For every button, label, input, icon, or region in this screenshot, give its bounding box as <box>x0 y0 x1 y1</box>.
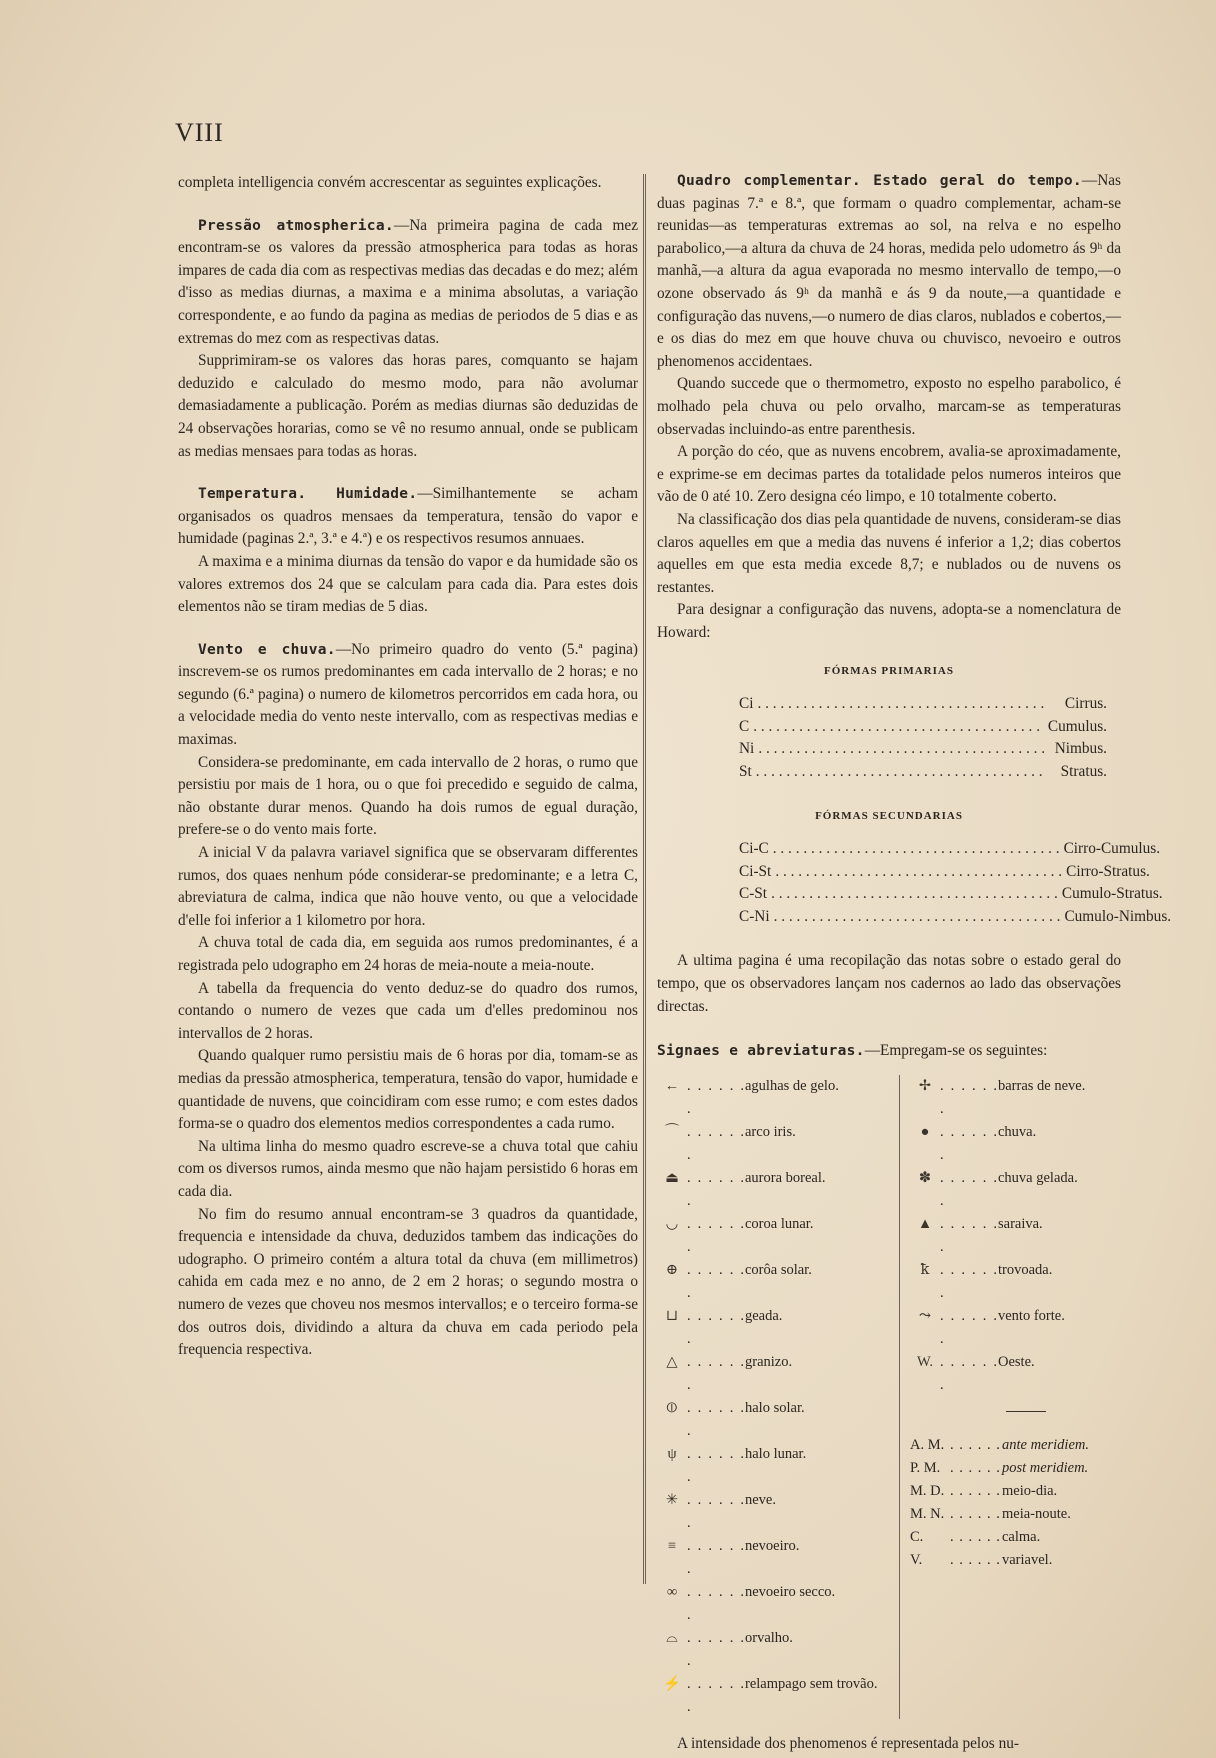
sign-row <box>910 1075 1121 1121</box>
leader-dots: . . . . . . . <box>687 1675 745 1715</box>
sign-row <box>657 1581 893 1627</box>
cloud-abbr: St <box>739 762 752 780</box>
paragraph-gap <box>178 619 638 639</box>
paragraph <box>178 752 638 842</box>
sign-row <box>657 1121 893 1167</box>
paragraph <box>657 441 1121 509</box>
cloud-name: Cirrus. <box>1064 695 1107 713</box>
abbreviation-row <box>910 1457 1121 1480</box>
paragraph-text: No fim do resumo annual encontram-se 3 quadros da quantidade, frequencia e intensidade da chuva, deduzidos tambem das indicações do udographo. O primeiro contém a altura total da chuva (em millimetros) cahida em cada mez e no anno, de 2 em 2 horas; o segundo mostra o numero de vezes que choveu nos mesmos intervallos; e o terceiro forma-se dos outros dois, dividindo a altura da chuva em cada periodo pela frequencia respectiva. <box>178 1205 638 1359</box>
final-paragraph: A intensidade dos phenomenos é representada pelos nu- <box>677 1734 1019 1752</box>
sign-name: nevoeiro. <box>745 1537 800 1554</box>
sign-row <box>657 1351 893 1397</box>
abbreviation-value: ante meridiem. <box>1002 1436 1089 1453</box>
cloud-name: Cirro-Cumulus. <box>1063 840 1161 858</box>
cloud-row <box>739 861 1150 884</box>
leader-dots: . . . . . . . <box>687 1491 745 1531</box>
leader-dots: . . . . . . . . . . . . . . . . . . . . . . . . . . . . . . . . . . . . . . <box>755 762 1043 780</box>
leader-dots: . . . . . . . <box>687 1169 745 1209</box>
paragraph <box>178 1136 638 1204</box>
leader-dots: . . . . . . <box>950 1505 1001 1522</box>
cloud-abbr: C-St <box>739 885 768 903</box>
weather-symbol-icon: ⌓ <box>666 1629 678 1646</box>
paragraph-text: —Na primeira pagina de cada mez encontram-se os valores da pressão atmospherica para todas as horas impares de cada dia com as respectivas medias das decadas e do mez; além d'isso as medias diurnas, a maxima e a minima absolutas, a variação correspondente, e ao fundo da pagina as medias de periodos de 5 dias e as extremas do mez com as respectivas datas. <box>178 216 638 347</box>
leader-dots: . . . . . . . <box>687 1583 745 1623</box>
leader-dots: . . . . . . . <box>687 1629 745 1669</box>
leader-dots: . . . . . . . <box>687 1077 745 1117</box>
weather-symbol-icon: W. <box>917 1353 933 1370</box>
leader-dots: . . . . . . . . . . . . . . . . . . . . . . . . . . . . . . . . . . . . . . <box>758 740 1046 758</box>
sign-row <box>657 1075 893 1121</box>
formas-primarias-table <box>739 693 1107 783</box>
sign-row <box>910 1167 1121 1213</box>
weather-symbol-icon: ● <box>920 1123 930 1140</box>
sign-name: nevoeiro secco. <box>745 1583 836 1600</box>
paragraph <box>178 842 638 932</box>
leader-dots: . . . . . . . <box>687 1353 745 1393</box>
weather-symbol-icon: ⦶ <box>666 1399 678 1416</box>
abbreviation-key: M. N. <box>910 1505 945 1522</box>
sign-name: vento forte. <box>998 1307 1065 1324</box>
sign-row <box>657 1535 893 1581</box>
paragraph <box>178 639 638 752</box>
leader-dots: . . . . . . . <box>940 1123 998 1163</box>
leader-dots: . . . . . . . <box>940 1261 998 1301</box>
sign-name: halo lunar. <box>745 1445 807 1462</box>
abbreviation-value: post meridiem. <box>1002 1459 1089 1476</box>
leader-dots: . . . . . . . . . . . . . . . . . . . . . . . . . . . . . . . . . . . . . . <box>753 717 1041 735</box>
leader-dots: . . . . . . . <box>940 1353 998 1393</box>
cloud-name: Cumulo-Nimbus. <box>1064 907 1172 925</box>
signs-left-column <box>657 1075 900 1719</box>
paragraph <box>178 215 638 351</box>
paragraph <box>178 932 638 977</box>
weather-symbol-icon: ← <box>664 1077 680 1094</box>
formas-secundarias-caption: FÓRMAS SECUNDARIAS <box>815 810 963 823</box>
sign-name: trovoada. <box>998 1261 1053 1278</box>
signaes-intro: —Empregam-se os seguintes: <box>864 1042 1048 1060</box>
paragraph <box>657 509 1121 599</box>
sign-name: aurora boreal. <box>745 1169 826 1186</box>
abbreviation-key: M. D. <box>910 1482 945 1499</box>
left-column <box>178 172 638 1362</box>
weather-symbol-icon: ⊕ <box>665 1261 679 1278</box>
leader-dots: . . . . . . . <box>687 1261 745 1301</box>
signaes-heading: Signaes e abreviaturas. <box>657 1043 865 1060</box>
section-heading: Quadro complementar. Estado geral do tempo. <box>677 173 1082 189</box>
sign-name: neve. <box>745 1491 776 1508</box>
weather-symbol-icon: ∞ <box>666 1583 678 1600</box>
leader-dots: . . . . . . . . . . . . . . . . . . . . . . . . . . . . . . . . . . . . . . <box>757 695 1045 713</box>
cloud-name: Cumulo-Stratus. <box>1061 885 1163 903</box>
leader-dots: . . . . . . . <box>687 1215 745 1255</box>
weather-symbol-icon: ≡ <box>667 1537 677 1554</box>
sign-name: Oeste. <box>998 1353 1035 1370</box>
sign-name: granizo. <box>745 1353 793 1370</box>
sign-row <box>910 1121 1121 1167</box>
abbreviation-row <box>910 1434 1121 1457</box>
abbreviation-value: calma. <box>1002 1528 1041 1545</box>
leader-dots: . . . . . . . <box>687 1307 745 1347</box>
paragraph-text: Quando qualquer rumo persistiu mais de 6 horas por dia, tomam-se as medias da pressão atmospherica, temperatura, tensão do vapor, humidade e quantidade de nuvens, que coincidiram com esse rumo; e com estes dados forma-se o quadro dos elementos medios correspondentes a cada rumo. <box>178 1047 638 1133</box>
weather-symbol-icon: ⌒ <box>664 1123 680 1140</box>
paragraph-text: —No primeiro quadro do vento (5.ª pagina) inscrevem-se os rumos predominantes em cada intervallo de 2 horas; e no segundo (6.ª pagina) o numero de kilometros percorridos em cada hora, ou a velocidade media do vento neste intervallo, com as respectivas medias e maximas. <box>178 640 638 749</box>
cloud-abbr: Ci-St <box>739 862 772 880</box>
sign-row <box>910 1351 1121 1397</box>
cloud-abbr: Ci <box>739 695 754 713</box>
paragraph-text: A chuva total de cada dia, em seguida aos rumos predominantes, é a registrada pelo udographo em 24 horas de meia-noute a meia-noute. <box>178 934 638 974</box>
paragraph <box>178 551 638 619</box>
cloud-row <box>739 906 1172 929</box>
signs-right-column <box>900 1075 1121 1719</box>
paragraph <box>178 1045 638 1135</box>
paragraph <box>657 170 1121 373</box>
signaes-heading-paragraph <box>657 1040 1121 1063</box>
paragraph-gap <box>178 463 638 483</box>
abbreviation-key: C. <box>910 1528 924 1545</box>
cloud-name: Cirro-Stratus. <box>1066 862 1150 880</box>
sign-row <box>657 1627 893 1673</box>
abbreviation-row <box>910 1526 1121 1549</box>
cloud-abbr: C <box>739 717 750 735</box>
sign-name: chuva gelada. <box>998 1169 1078 1186</box>
paragraph-text: A tabella da frequencia do vento deduz-se do quadro dos rumos, contando o numero de vezes que cada um d'elles predominou nos intervallos de 2 horas. <box>178 979 638 1042</box>
paragraph-text: A inicial V da palavra variavel significa que se observaram differentes rumos, dos quaes nenhum póde considerar-se predominante; e a letra C, abreviatura de calma, indica que não houve vento, ou que a velocidade d'elle foi inferior a 1 kilometro por hora. <box>178 844 638 929</box>
sign-row <box>657 1213 893 1259</box>
abbreviation-value: meia-noute. <box>1002 1505 1071 1522</box>
cloud-name: Stratus. <box>1060 762 1107 780</box>
formas-primarias-caption: FÓRMAS PRIMARIAS <box>824 665 954 678</box>
abbreviation-value: meio-dia. <box>1002 1482 1058 1499</box>
paragraph-text: —Similhantemente se acham organisados os quadros mensaes da temperatura, tensão do vapor e humidade (paginas 2.ª, 3.ª e 4.ª) e os respectivos resumos annuaes. <box>178 485 639 548</box>
sign-row <box>657 1489 893 1535</box>
sign-row <box>657 1167 893 1213</box>
paragraph-text: Para designar a configuração das nuvens, adopta-se a nomenclatura de Howard: <box>657 601 1121 641</box>
sign-name: orvalho. <box>745 1629 793 1646</box>
paragraph <box>178 1204 638 1362</box>
column-divider <box>643 174 646 1584</box>
abbreviations-list <box>910 1434 1121 1572</box>
weather-symbol-icon: ⚡ <box>662 1675 682 1692</box>
section-heading: Temperatura. Humidade. <box>198 486 418 503</box>
leader-dots: . . . . . . <box>950 1551 1001 1568</box>
abbreviation-key: P. M. <box>910 1459 941 1476</box>
sign-name: halo solar. <box>745 1399 805 1416</box>
section-heading: Pressão atmospherica. <box>198 217 394 234</box>
cloud-row <box>739 693 1107 716</box>
paragraph-text: Na ultima linha do mesmo quadro escreve-se a chuva total que cahiu com os diversos rumos, ainda mesmo que não hajam persistido 6 horas em cada dia. <box>178 1137 638 1200</box>
abbreviation-row <box>910 1503 1121 1526</box>
sign-name: agulhas de gelo. <box>745 1077 839 1094</box>
leader-dots: . . . . . . <box>950 1528 1001 1545</box>
leader-dots: . . . . . . . . . . . . . . . . . . . . . . . . . . . . . . . . . . . . . . <box>771 885 1058 903</box>
abbreviation-row <box>910 1480 1121 1503</box>
cloud-abbr: Ni <box>739 740 755 758</box>
leader-dots: . . . . . . . . . . . . . . . . . . . . . . . . . . . . . . . . . . . . . . <box>775 862 1063 880</box>
abbreviation-value: variavel. <box>1002 1551 1053 1568</box>
cloud-abbr: Ci-C <box>739 840 769 858</box>
paragraph-text: Supprimiram-se os valores das horas pares, comquanto se hajam deduzido e calculado do mesmo modo, para não avolumar demasiadamente a publicação. Porém as medias diurnas são deduzidas de 24 observações horarias, como se vê no resumo annual, onde se publicam as medias mensaes para todas as horas. <box>178 352 638 460</box>
leader-dots: . . . . . . . <box>940 1169 998 1209</box>
cloud-row <box>739 838 1161 861</box>
leader-dots: . . . . . . . <box>687 1445 745 1485</box>
paragraph-text: completa intelligencia convém accrescentar as seguintes explicações. <box>178 174 602 191</box>
paragraph <box>178 978 638 1046</box>
sign-name: arco iris. <box>745 1123 796 1140</box>
paragraph-text: Quando succede que o thermometro, exposto no espelho parabolico, é molhado pela chuva ou pelo orvalho, marcam-se as temperaturas observadas incluindo-as entre parenthesis. <box>657 375 1121 438</box>
signs-table <box>657 1075 1121 1719</box>
leader-dots: . . . . . . . . . . . . . . . . . . . . . . . . . . . . . . . . . . . . . . <box>773 907 1061 925</box>
paragraph <box>657 373 1121 441</box>
sign-row <box>657 1305 893 1351</box>
abbreviation-key: A. M. <box>910 1436 945 1453</box>
leader-dots: . . . . . . . . . . . . . . . . . . . . . . . . . . . . . . . . . . . . . . <box>772 840 1060 858</box>
paragraph-text: A maxima e a minima diurnas da tensão do vapor e da humidade são os valores extremos dos 24 que se calculam para cada dia. Para estes dois elementos não se tiram medias de 5 dias. <box>178 552 638 616</box>
sign-name: relampago sem trovão. <box>745 1675 878 1692</box>
leader-dots: . . . . . . . <box>940 1215 998 1255</box>
sign-row <box>657 1397 893 1443</box>
sign-row <box>910 1259 1121 1305</box>
paragraph <box>178 350 638 463</box>
weather-symbol-icon: ✽ <box>918 1169 932 1186</box>
leader-dots: . . . . . . . <box>940 1077 998 1117</box>
sign-name: saraiva. <box>998 1215 1043 1232</box>
sign-row <box>910 1305 1121 1351</box>
cloud-row <box>739 738 1107 761</box>
weather-symbol-icon: ✢ <box>918 1077 932 1094</box>
sign-name: coroa lunar. <box>745 1215 814 1232</box>
sign-row <box>657 1443 893 1489</box>
sign-name: chuva. <box>998 1123 1037 1140</box>
sign-row <box>657 1259 893 1305</box>
weather-symbol-icon: ⊔ <box>665 1307 679 1324</box>
sign-row <box>910 1213 1121 1259</box>
paragraph-gap <box>178 195 638 215</box>
section-heading: Vento e chuva. <box>198 641 336 658</box>
weather-symbol-icon: ✳ <box>665 1491 679 1508</box>
sign-name: corôa solar. <box>745 1261 812 1278</box>
paragraph <box>178 483 638 551</box>
weather-symbol-icon: △ <box>666 1353 678 1370</box>
paragraph <box>178 172 638 195</box>
page-number: VIII <box>175 118 224 147</box>
cloud-abbr: C-Ni <box>739 907 770 925</box>
sign-name: barras de neve. <box>998 1077 1086 1094</box>
abbreviation-row <box>910 1549 1121 1572</box>
paragraph <box>657 599 1121 644</box>
signs-right-list <box>910 1075 1121 1397</box>
weather-symbol-icon: ▲ <box>917 1215 933 1232</box>
leader-dots: . . . . . . . <box>687 1399 745 1439</box>
leader-dots: . . . . . . <box>950 1459 1001 1476</box>
cloud-name: Nimbus. <box>1054 740 1107 758</box>
weather-symbol-icon: ⤳ <box>918 1307 932 1324</box>
sign-name: geada. <box>745 1307 783 1324</box>
leader-dots: . . . . . . . <box>687 1123 745 1163</box>
paragraph-text: A porção do céo, que as nuvens encobrem, avalia-se aproximadamente, e exprime-se em decimas partes da totalidade pelos numeros inteiros que vão de 0 até 10. Zero designa céo limpo, e 10 totalmente coberto. <box>657 443 1121 506</box>
short-divider <box>1006 1411 1046 1412</box>
leader-dots: . . . . . . <box>950 1482 1001 1499</box>
paragraph-text: —Nas duas paginas 7.ª e 8.ª, que formam o quadro complementar, acham-se reunidas—as temperaturas extremas ao sol, na relva e no espelho parabolico,—a altura da chuva de 24 horas, medida pelo udometro ás 9ʰ da manhã,—a altura da agua evaporada no mesmo intervallo de tempo,—o ozone observado ás 9ʰ da manhã e ás 9 da noute,—a quantidade e configuração das nuvens,—o numero de dias claros, nublados e cobertos,—e os dias do mez em que houve chuva ou chuvisco, nevoeiro e outros phenomenos accidentaes. <box>657 172 1121 370</box>
abbreviation-key: V. <box>910 1551 923 1568</box>
paragraph-text: Na classificação dos dias pela quantidade de nuvens, consideram-se dias claros aquelles em que a media das nuvens é inferior a 1,2; dias cobertos aquelles em que esta media excede 8,7; e nublados ou de nuvens os restantes. <box>657 510 1121 596</box>
leader-dots: . . . . . . . <box>940 1307 998 1347</box>
weather-symbol-icon: ◡ <box>665 1215 679 1232</box>
right-paragraphs <box>657 170 1121 644</box>
ultima-paragraph: A ultima pagina é uma recopilação das notas sobre o estado geral do tempo, que os observadores lançam nos cadernos ao lado das observações directas. <box>657 952 1121 1015</box>
right-column <box>657 170 1172 1755</box>
formas-secundarias-table <box>739 838 1172 928</box>
weather-symbol-icon: ꝁ <box>920 1261 930 1278</box>
weather-symbol-icon: ψ <box>667 1445 677 1462</box>
cloud-row <box>739 761 1107 784</box>
paragraph-text: Considera-se predominante, em cada intervallo de 2 horas, o rumo que persistiu por mais de 1 hora, ou o que foi precedido e seguido de calma, não obstante durar menos. Quando ha dois rumos de egual duração, prefere-se o do vento mais forte. <box>178 753 638 839</box>
cloud-row <box>739 716 1107 739</box>
cloud-row <box>739 883 1163 906</box>
sign-row <box>657 1673 893 1719</box>
cloud-name: Cumulus. <box>1047 717 1107 735</box>
weather-symbol-icon: ⏏ <box>665 1169 679 1186</box>
leader-dots: . . . . . . . <box>687 1537 745 1577</box>
leader-dots: . . . . . . <box>950 1436 1001 1453</box>
